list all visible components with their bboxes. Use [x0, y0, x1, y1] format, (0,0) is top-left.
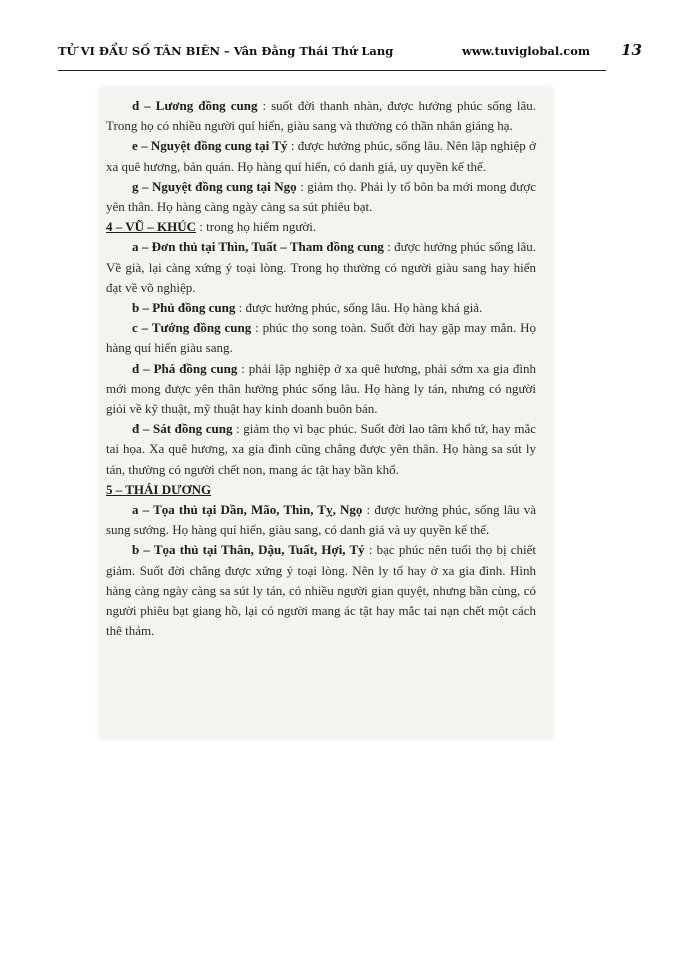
paragraph: [106, 96, 536, 136]
paragraph-label: e – Nguyệt đồng cung tại Tý: [132, 138, 288, 154]
scanned-text-body: [106, 96, 536, 641]
paragraph: [106, 298, 536, 318]
page-number: 13: [621, 41, 642, 59]
paragraph: [106, 237, 536, 298]
paragraph-text: : được hưởng phúc, sống lâu. Nên lập nghiệp ở xa quê hương, bản quán. Họ hàng quí hiển, có danh giá, uy quyền kế thế.: [106, 138, 536, 174]
page-header: [58, 41, 642, 64]
paragraph-label: d – Lương đồng cung: [132, 98, 258, 113]
paragraph-text: : được hưởng phúc, sống lâu và sung sướng. Họ hàng quí hiển, giàu sang, có danh giá và uy quyền kế thế.: [106, 502, 536, 538]
paragraph-text: : giảm thọ vì bạc phúc. Suốt đời lao tâm khổ tứ, hay mắc tai họa. Xa quê hương, xa gia đình cũng chẳng được yên thân. Họ hàng sa sút ly tán, thường có người chết non, mang ác tật hay bần khổ.: [106, 421, 536, 477]
paragraph: [106, 500, 536, 540]
paragraph-label: b – Tọa thủ tại Thân, Dậu, Tuất, Hợi, Tý: [132, 542, 365, 558]
paragraph: [106, 419, 536, 480]
book-title: TỬ VI ĐẨU SỐ TÂN BIÊN – Vân Đằng Thái Thứ Lang: [58, 44, 394, 58]
paragraph-label: c – Tướng đồng cung: [132, 320, 252, 336]
paragraph-text: : bạc phúc nên tuổi thọ bị chiết giảm. Suốt đời chẳng được xứng ý toại lòng. Nên ly tổ hay ở xa gia đình. Hình hàng càng ngày càng sa sút ly tán, có nhiều người gian quyệt, nhưng bần cùng, có người phiêu bạt giang hồ, lại có người mang ác tật hay mắc tai nạn chết một cách thê thảm.: [106, 542, 536, 639]
paragraph-label: a – Tọa thủ tại Dần, Mão, Thìn, Tỵ, Ngọ: [132, 502, 363, 518]
paragraph: [106, 318, 536, 358]
section-title: 4 – VŨ – KHÚC: [106, 219, 197, 235]
paragraph-text: : trong họ hiếm người.: [196, 219, 317, 235]
paragraph-text: : được hưởng phúc sống lâu. Về già, lại càng xứng ý toại lòng. Trong họ thường có người giàu sang hay hiển đạt về võ nghiệp.: [106, 239, 537, 295]
paragraph-text: : được hưởng phúc, sống lâu. Họ hàng khá giả.: [235, 300, 483, 316]
paragraph-text: : giảm thọ. Phải ly tổ bôn ba mới mong được yên thân. Họ hàng càng ngày càng sa sút phiêu bạt.: [106, 178, 536, 215]
header-divider: [58, 70, 606, 71]
paragraph-label: a – Đơn thủ tại Thìn, Tuất – Tham đồng cung: [132, 239, 384, 255]
paragraph-text: : phải lập nghiệp ở xa quê hương, phải sớm xa gia đình mới mong được yên thân hưởng phúc sống lâu. Họ hàng ly tán, nhưng có người giỏi về kỹ thuật, mỹ thuật hay kinh doanh buôn bán.: [106, 360, 536, 417]
paragraph-text: : phúc thọ song toàn. Suốt đời hay gặp may mắn. Họ hàng quí hiển giàu sang.: [106, 320, 536, 356]
paragraph: [106, 359, 536, 420]
paragraph: [106, 540, 536, 641]
paragraph-text: : suốt đời thanh nhàn, được hưởng phúc sống lâu. Trong họ có nhiều người quí hiển, giàu sang và thường có thần nhân giáng hạ.: [106, 98, 536, 134]
paragraph-label: b – Phủ đồng cung: [132, 300, 236, 316]
scanned-page: [100, 88, 552, 738]
section-heading: [106, 217, 536, 237]
paragraph: [106, 136, 536, 176]
website-url: www.tuviglobal.com: [462, 44, 591, 58]
paragraph: [106, 177, 536, 217]
paragraph-label: d – Phá đồng cung: [132, 360, 238, 376]
paragraph-label: đ – Sát đồng cung: [132, 421, 233, 437]
section-title: 5 – THÁI DƯƠNG: [106, 481, 212, 497]
paragraph-label: g – Nguyệt đồng cung tại Ngọ: [132, 178, 297, 194]
section-heading: [106, 480, 536, 500]
